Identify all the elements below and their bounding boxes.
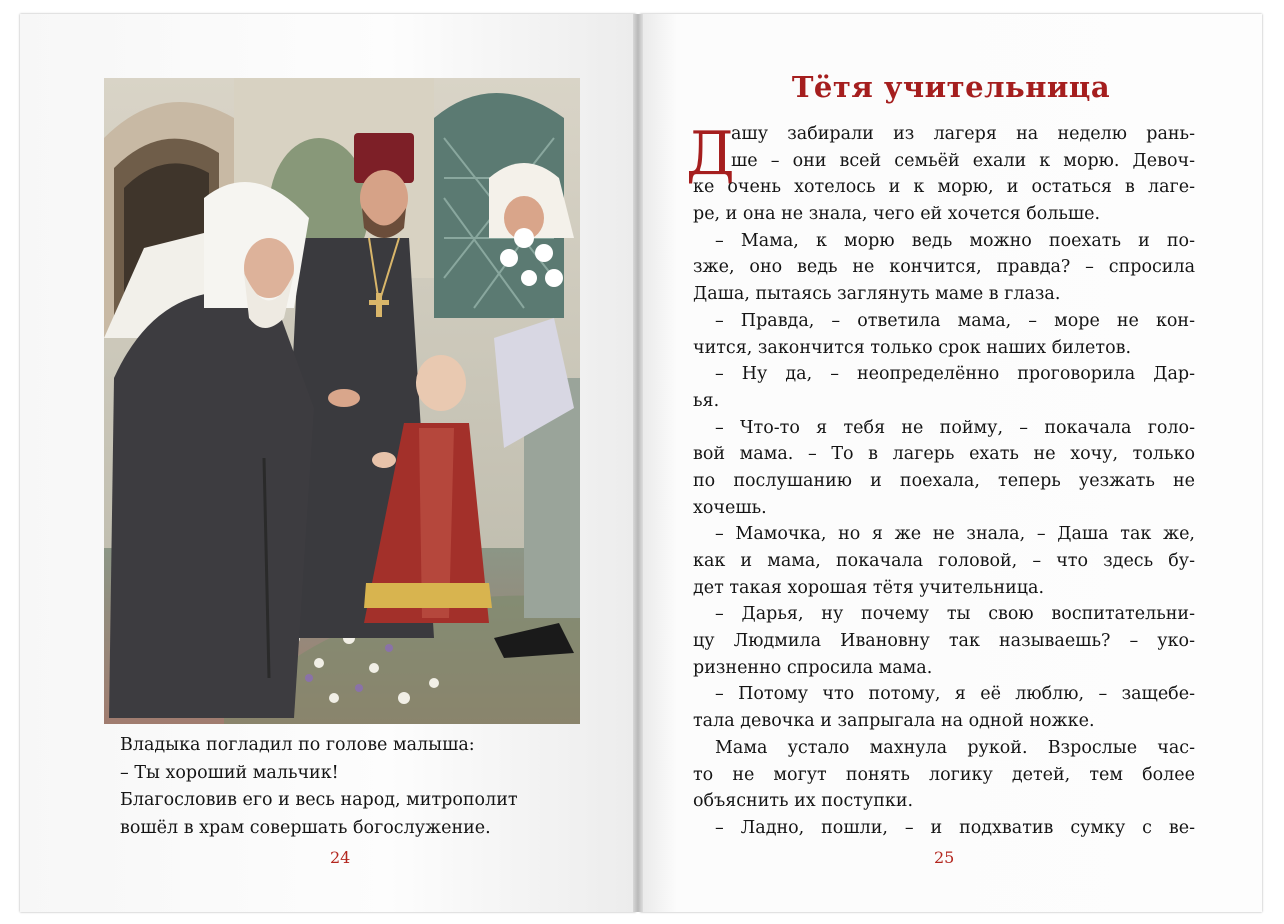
caption-line: вошёл в храм совершать богослужение.: [120, 817, 491, 838]
text-line: – Ну да, – неопределённо проговорила Дар-: [715, 364, 1195, 385]
page-number-left: 24: [330, 848, 351, 867]
text-line: – Мама, к морю ведь можно поехать и по-: [715, 230, 1195, 251]
text-line: как и мама, покачала головой, – что здесь бу-: [693, 551, 1195, 571]
text-line: дет такая хорошая тётя учительница.: [693, 577, 1045, 598]
text-line: ке очень хотелось и к морю, и остаться в лаге-: [693, 177, 1195, 198]
text-line: цу Людмила Ивановну так называешь? – уко-: [693, 631, 1195, 652]
caption-line: – Ты хороший мальчик!: [120, 762, 339, 783]
illustration-painting: [104, 78, 580, 724]
text-line: по послушанию и поехала, теперь уезжать не: [693, 470, 1195, 491]
text-line: – Дарья, ну почему ты свою воспитательни-: [715, 604, 1195, 625]
text-line: ашу забирали из лагеря на неделю рань-: [731, 124, 1195, 144]
text-line: вой мама. – То в лагерь ехать не хочу, только: [693, 444, 1195, 465]
text-line: Мама устало махнула рукой. Взрослые час-: [715, 737, 1195, 758]
text-line: – Ладно, пошли, – и подхватив сумку с ве-: [715, 817, 1195, 838]
text-line: ризненно спросила мама.: [693, 657, 933, 678]
chapter-title: Тётя учительница: [791, 70, 1111, 104]
text-line: – Правда, – ответила мама, – море не кон-: [715, 310, 1195, 331]
text-line: хочешь.: [693, 497, 767, 518]
text-line: Даша, пытаясь заглянуть маме в глаза.: [693, 284, 1061, 305]
text-line: – Что-то я тебя не пойму, – покачала голо-: [715, 417, 1195, 438]
illustration-caption: [120, 732, 596, 842]
page-number-right: 25: [934, 848, 955, 867]
text-line: ше – они всей семьёй ехали к морю. Девоч-: [731, 150, 1195, 171]
book-gutter: [633, 14, 643, 912]
text-line: – Потому что потому, я её люблю, – защебе-: [715, 684, 1195, 705]
text-line: объяснить их поступки.: [693, 791, 914, 812]
drop-cap: Д: [686, 119, 735, 189]
text-line: тала девочка и запрыгала на одной ножке.: [693, 711, 1095, 732]
caption-line: Владыка погладил по голове малыша:: [120, 735, 475, 755]
text-line: чится, закончится только срок наших билетов.: [693, 337, 1132, 358]
text-line: – Мамочка, но я же не знала, – Даша так же,: [715, 524, 1195, 545]
story-text: [693, 121, 1195, 842]
caption-line: Благословив его и весь народ, митрополит: [120, 790, 518, 810]
text-line: ья.: [693, 390, 720, 411]
text-line: ре, и она не знала, чего ей хочется больше.: [693, 204, 1101, 225]
text-line: то не могут понять логику детей, тем более: [693, 764, 1195, 785]
text-line: зже, оно ведь не кончится, правда? – спросила: [693, 257, 1195, 278]
illustration: [104, 78, 580, 724]
